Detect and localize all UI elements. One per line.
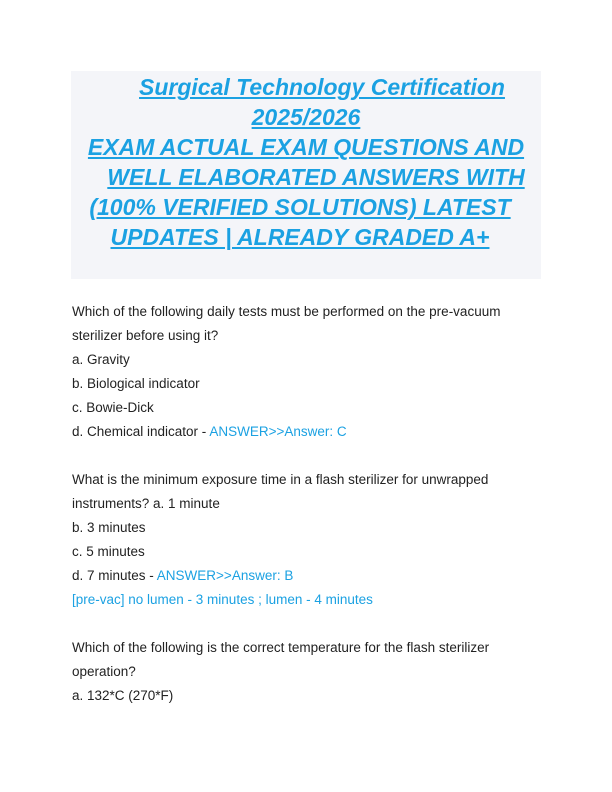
question-1-stem-line-1: Which of the following daily tests must be performed on the pre-vacuum [72, 304, 501, 319]
question-2-explanation: [pre-vac] no lumen - 3 minutes ; lumen - 4 minutes [72, 592, 373, 607]
title-line-4: WELL ELABORATED ANSWERS WITH [107, 164, 525, 190]
title-line-1: Surgical Technology Certification [139, 74, 505, 100]
question-list [72, 300, 552, 708]
question-2-option-d: d. 7 minutes - [72, 568, 157, 583]
question-3-option-a: a. 132*C (270*F) [72, 688, 174, 703]
document-title-box [71, 71, 541, 279]
question-3-stem-line-1: Which of the following is the correct temperature for the flash sterilizer [72, 640, 490, 655]
question-2-answer: ANSWER>>Answer: B [156, 568, 294, 583]
question-3-stem-line-2: operation? [72, 664, 136, 679]
question-1-answer: ANSWER>>Answer: C [209, 424, 347, 439]
question-1-option-b: b. Biological indicator [72, 376, 200, 391]
question-2 [72, 468, 552, 612]
question-2-option-c: c. 5 minutes [72, 544, 145, 559]
question-1-option-d: d. Chemical indicator - [72, 424, 210, 439]
title-line-5: (100% VERIFIED SOLUTIONS) LATEST [89, 194, 511, 220]
title-line-3: EXAM ACTUAL EXAM QUESTIONS AND [87, 134, 525, 160]
question-2-option-d-row [72, 564, 552, 588]
question-1-option-c: c. Bowie-Dick [72, 400, 154, 415]
question-3 [72, 636, 552, 708]
question-1-stem-line-2: sterilizer before using it? [72, 328, 219, 343]
spacer [72, 612, 552, 636]
question-2-stem-line-1: What is the minimum exposure time in a flash sterilizer for unwrapped [72, 472, 489, 487]
question-1 [72, 300, 552, 444]
question-2-option-b: b. 3 minutes [72, 520, 146, 535]
title-line-6: UPDATES | ALREADY GRADED A+ [110, 224, 490, 250]
spacer [72, 444, 552, 468]
question-1-option-d-row [72, 420, 552, 444]
question-2-stem-line-2: instruments? a. 1 minute [72, 496, 220, 511]
title-line-2: 2025/2026 [251, 104, 361, 130]
question-1-option-a: a. Gravity [72, 352, 130, 367]
